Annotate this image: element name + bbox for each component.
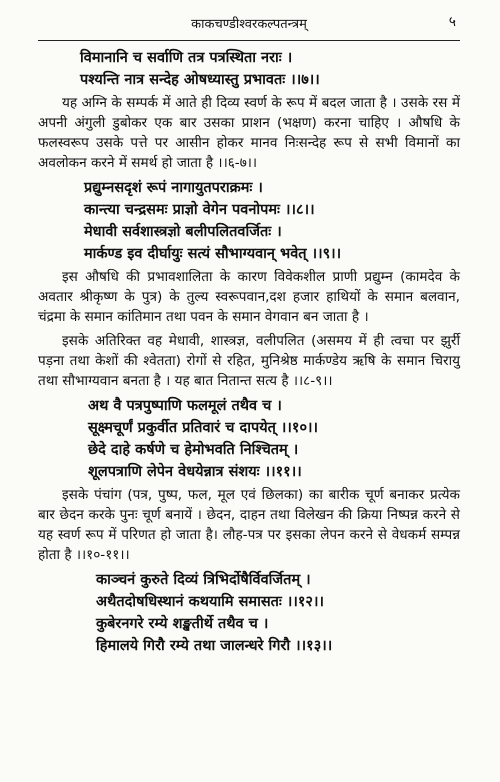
commentary-paragraph: इस औषधि की प्रभावशालिता के कारण विवेकशील प्राणी प्रद्युम्न (कामदेव के अवतार श्रीकृष्ण के पुत्र) के तुल्य स्वरूपवान,दश हजार हाथियों के समान बलवान, चंद्रमा के समान कांतिमान तथा पवन के समान वेगवान बन जाता है । [38, 269, 460, 325]
shloka-line: मेधावी सर्वशास्त्रज्ञो बलीपलितवर्जितः । [84, 224, 282, 240]
shloka-line: छेदे दाहे कर्षणे च हेमोभवति निश्चितम् । [88, 442, 299, 458]
commentary-paragraph: यह अग्नि के सम्पर्क में आते ही दिव्य स्वर्ण के रूप में बदल जाता है । उसके रस में अपनी अंगुली डुबोकर एक बार उसका प्राशन (भक्षण) करना चाहिए । औषधि के फलस्वरूप उसके पत्ते पर आसीन होकर मानव निःसन्देह रूप से सभी विमानों का अवलोकन करने में समर्थ हो जाता है ।।६-७।। [38, 95, 460, 171]
shloka-line: मार्कण्ड इव दीर्घायुः सत्यं सौभाग्यवान् भवेत् ।।९।। [84, 246, 342, 262]
page-number: ५ [448, 14, 456, 30]
shloka-line: काञ्चनं कुरुते दिव्यं त्रिभिर्दोषैर्विवर्जितम् । [96, 572, 311, 588]
shloka-line: हिमालये गिरौ रम्ये तथा जालन्धरे गिरौ ।।१३।। [96, 638, 333, 654]
shloka-line: शूलपत्राणि लेपेन वेधयेन्नात्र संशयः ।।११।। [88, 464, 302, 480]
page-content [38, 47, 460, 657]
commentary-paragraph: इसके अतिरिक्त वह मेधावी, शास्त्रज्ञ, वलीपलित (असमय में ही त्वचा पर झुर्री पड़ना तथा केशों की श्वेतता) रोगों से रहित, मुनिश्रेष्ठ मार्कण्डेय ऋषि के समान चिरायु तथा सौभाग्यवान बनता है । यह बात नितान्त सत्य है ।।८-९।। [38, 333, 460, 389]
shloka-line: पश्यन्ति नात्र सन्देह ओषध्यास्तु प्रभावतः ।।७।। [80, 72, 320, 88]
shloka-line: कान्त्या चन्द्रसमः प्राज्ञो वेगेन पवनोपमः ।।८।। [84, 202, 315, 218]
shloka-line: विमानानि च सर्वाणि तत्र पत्रस्थिता नराः । [80, 50, 293, 66]
shloka-line: अथैतदोषधिस्थानं कथयामि समासतः ।।१२।। [96, 594, 324, 610]
shloka-line: प्रद्युम्नसदृशं रूपं नागायुतपराक्रमः । [84, 180, 263, 196]
book-page [0, 10, 500, 782]
commentary-paragraph: इसके पंचांग (पत्र, पुष्प, फल, मूल एवं छिलका) का बारीक चूर्ण बनाकर प्रत्येक बार छेदन करके पुनः चूर्ण बनायें । छेदन, दाहन तथा विलेखन की क्रिया निष्पन्न करने से यह स्वर्ण रूप में परिणत हो जाता है। लौह-पत्र पर इसका लेपन करने से वेधकर्म सम्पन्न होता है ।।१०-११।। [38, 487, 460, 563]
running-header [38, 10, 460, 41]
header-title: काकचण्डीश्वरकल्पतन्त्रम् [191, 17, 307, 32]
shloka-line: कुबेरनगरे रम्ये शङ्खतीर्थे तथैव च । [96, 616, 269, 632]
shloka-line: सूक्ष्मचूर्णं प्रकुर्वीत प्रतिवारं च दापयेत् ।।१०।। [88, 420, 318, 436]
shloka-line: अथ वै पत्रपुष्पाणि फलमूलं तथैव च । [88, 398, 282, 414]
